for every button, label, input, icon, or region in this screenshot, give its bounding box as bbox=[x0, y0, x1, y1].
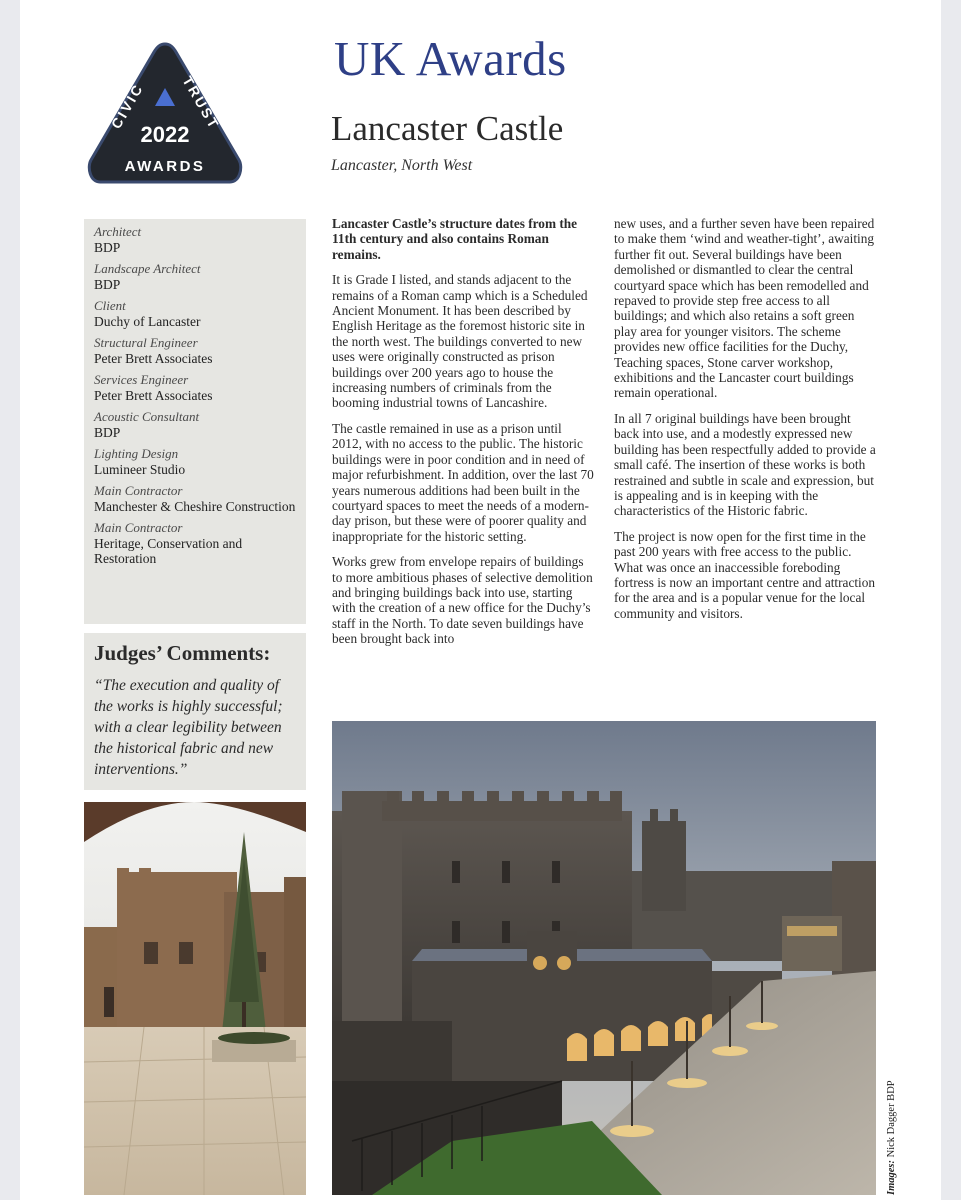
body-paragraph: It is Grade I listed, and stands adjacent to the remains of a Roman camp which is a Scheduled Ancient Monument. It has been described by English Heritage as the foremost historic site in the north west. The buildings converted to new uses were originally constructed as prison buildings over 200 years ago to house the increasing numbers of criminals from the booming industrial towns of Lancashire. bbox=[332, 272, 588, 411]
credit-entry bbox=[94, 520, 296, 567]
credit-role: Architect bbox=[94, 224, 142, 239]
credit-name: BDP bbox=[94, 276, 121, 292]
project-location: Lancaster, North West bbox=[331, 157, 473, 174]
credit-entry bbox=[94, 446, 296, 477]
credits-panel bbox=[84, 219, 306, 624]
credit-entry bbox=[94, 335, 296, 366]
credit-name: Lumineer Studio bbox=[94, 461, 186, 477]
judges-quote: “The execution and quality of the works is highly successful; with a clear legibility between the historical fabric and new interventions.” bbox=[94, 677, 283, 778]
image-credit-label: Images: bbox=[886, 1160, 897, 1195]
credit-entry bbox=[94, 261, 296, 292]
body-column-1 bbox=[332, 216, 594, 657]
image-credit bbox=[886, 1080, 897, 1195]
credit-name: Peter Brett Associates bbox=[94, 350, 213, 366]
judges-comments-panel bbox=[84, 633, 306, 790]
project-title: Lancaster Castle bbox=[331, 109, 564, 148]
credit-role: Main Contractor bbox=[94, 520, 183, 535]
body-paragraph: new uses, and a further seven have been repaired to make them ‘wind and weather-tight’, awaiting further fit out. Several buildings have been demolished or dismantled to clear the central courtyard space which has been remodelled and repaved to provide step free access to all buildings; and which also retains a soft green play area for younger visitors. The scheme provides new office facilities for the Duchy, Teaching spaces, Stone carver workshop, exhibitions and the Lancaster court buildings remain operational. bbox=[614, 216, 875, 401]
credit-entry bbox=[94, 298, 296, 329]
credit-name: Peter Brett Associates bbox=[94, 387, 213, 403]
logo-awards: AWARDS bbox=[124, 158, 206, 175]
civic-trust-awards-logo bbox=[86, 40, 244, 186]
body-paragraph: The castle remained in use as a prison until 2012, with no access to the public. The historic buildings were in poor condition and in need of major refurbishment. In addition, over the last 70 years numerous additions had been built in the courtyard spaces to meet the needs of a modern-day prison, but these were of poorer quality and inappropriate for the historic setting. bbox=[332, 420, 594, 544]
logo-civic: CIVIC bbox=[107, 80, 147, 132]
section-title: UK Awards bbox=[334, 31, 567, 86]
credit-entry bbox=[94, 372, 296, 403]
body-paragraph: The project is now open for the first time in the past 200 years with free access to the public. What was once an inaccessible foreboding fortress is now an important centre and attraction for the area and is a popular venue for the local community and visitors. bbox=[614, 528, 876, 621]
image-credit-name: Nick Dagger BDP bbox=[886, 1080, 897, 1158]
credit-role: Services Engineer bbox=[94, 372, 189, 387]
body-paragraph: In all 7 original buildings have been brought back into use, and a modestly expressed new building has been respectfully added to provide a small café. The insertion of these works is both restrained and subtle in scale and expression, but is appealing and is in keeping with the characteristics of the Historic fabric. bbox=[614, 410, 876, 519]
credit-name: Heritage, Conservation and Restoration bbox=[94, 535, 243, 566]
credit-role: Lighting Design bbox=[94, 446, 179, 461]
logo-trust: TRUST bbox=[179, 73, 223, 133]
credit-entry bbox=[94, 224, 296, 255]
credit-role: Landscape Architect bbox=[94, 261, 201, 276]
judges-title: Judges’ Comments: bbox=[94, 641, 271, 665]
credit-name: BDP bbox=[94, 424, 121, 440]
castle-dusk-photo bbox=[332, 721, 876, 1195]
credit-entry bbox=[94, 483, 296, 514]
credit-role: Client bbox=[94, 298, 126, 313]
logo-year: 2022 bbox=[140, 122, 190, 147]
credit-role: Main Contractor bbox=[94, 483, 183, 498]
credit-entry bbox=[94, 409, 296, 440]
credit-role: Acoustic Consultant bbox=[94, 409, 200, 424]
credit-name: BDP bbox=[94, 239, 121, 255]
lead-paragraph: Lancaster Castle’s structure dates from the 11th century and also contains Roman remains. bbox=[332, 216, 578, 262]
body-column-2 bbox=[614, 216, 876, 631]
credit-name: Duchy of Lancaster bbox=[94, 313, 201, 329]
body-paragraph: Works grew from envelope repairs of buildings to more ambitious phases of selective demolition and bringing buildings back into use, starting with the creation of a new office for the Duchy’s staff in the North. To date seven buildings have been brought back into bbox=[332, 554, 593, 647]
credit-name: Manchester & Cheshire Construction bbox=[94, 498, 296, 514]
credit-role: Structural Engineer bbox=[94, 335, 198, 350]
magazine-page bbox=[20, 0, 941, 1200]
courtyard-photo bbox=[84, 802, 306, 1195]
